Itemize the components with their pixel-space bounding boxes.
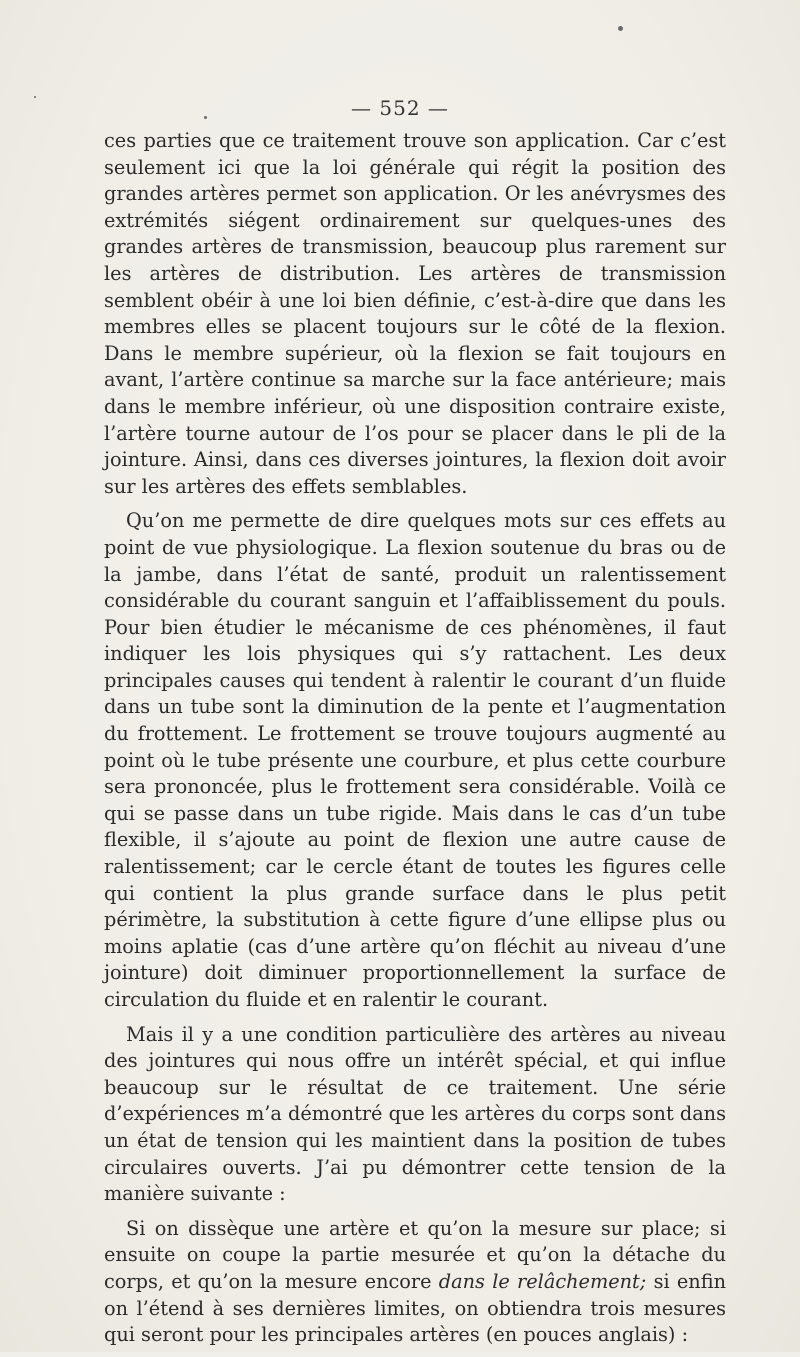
paragraph-2 <box>104 508 726 1013</box>
paragraph-4 <box>104 1216 726 1349</box>
paragraph-1 <box>104 128 726 500</box>
paragraph-4-italic: dans le relâchement; <box>438 1269 647 1293</box>
ink-speck <box>618 26 623 31</box>
paragraph-3-text: Mais il y a une condition particulière des artères au niveau des jointures qui nous offre un intérêt spécial, et qui influe beaucoup sur le résultat de ce traitement. Une série d’expériences m’a démontré que les artères du corps sont dans un état de tension qui les maintient dans la position de tubes circulaires ouverts. J’ai pu démontrer cette tension de la manière suivante : <box>104 1022 726 1206</box>
paragraph-2-text: Qu’on me permette de dire quelques mots sur ces effets au point de vue physiologique. La flexion soutenue du bras ou de la jambe, dans l’état de santé, produit un ralentissement considérable du courant sanguin et l’affaiblissement du pouls. Pour bien étudier le mécanisme de ces phénomènes, il faut indiquer les lois physiques qui s’y rattachent. Les deux principales causes qui tendent à ralentir le courant d’un fluide dans un tube sont la diminution de la pente et l’augmentation du frottement. Le frottement se trouve toujours augmenté au point où le tube présente une courbure, et plus cette courbure sera prononcée, plus le frottement sera considérable. Voilà ce qui se passe dans un tube rigide. Mais dans le cas d’un tube flexible, il s’ajoute au point de flexion une autre cause de ralentissement; car le cercle étant de toutes les figures celle qui contient la plus grande surface dans le plus petit périmètre, la substitution à cette figure d’une ellipse plus ou moins aplatie (cas d’une artère qu’on fléchit au niveau d’une jointure) doit diminuer proportionnellement la surface de circulation du fluide et en ralentir le courant. <box>104 509 726 1011</box>
paragraph-4-text-a: Si on dissèque une artère et qu’on la mesure sur place; si ensuite on coupe la partie mesurée et qu’on la détache du corps, et qu’on la mesure encore <box>104 1216 726 1293</box>
page-number: — 552 — <box>351 96 449 120</box>
paragraph-3 <box>104 1022 726 1208</box>
body-text <box>104 128 726 1357</box>
paragraph-4-text-b: si enfin on l’étend à ses dernières limites, on obtiendra trois mesures qui seront pour les principales artères (en pouces anglais) : <box>104 1269 726 1347</box>
paragraph-1-text: ces parties que ce traitement trouve son application. Car c’est seulement ici que la loi générale qui régit la position des grandes artères permet son application. Or les anévrysmes des extrémités siégent ordinairement sur quelques-unes des grandes artères de transmission, beaucoup plus rarement sur les artères de distribution. Les artères de transmission semblent obéir à une loi bien définie, c’est-à-dire que dans les membres elles se placent toujours sur le côté de la flexion. Dans le membre supérieur, où la flexion se fait toujours en avant, l’artère continue sa marche sur la face antérieure; mais dans le membre inférieur, où une disposition contraire existe, l’artère tourne autour de l’os pour se placer dans le pli de la jointure. Ainsi, dans ces diverses jointures, la flexion doit avoir sur les artères des effets semblables. <box>104 129 726 498</box>
